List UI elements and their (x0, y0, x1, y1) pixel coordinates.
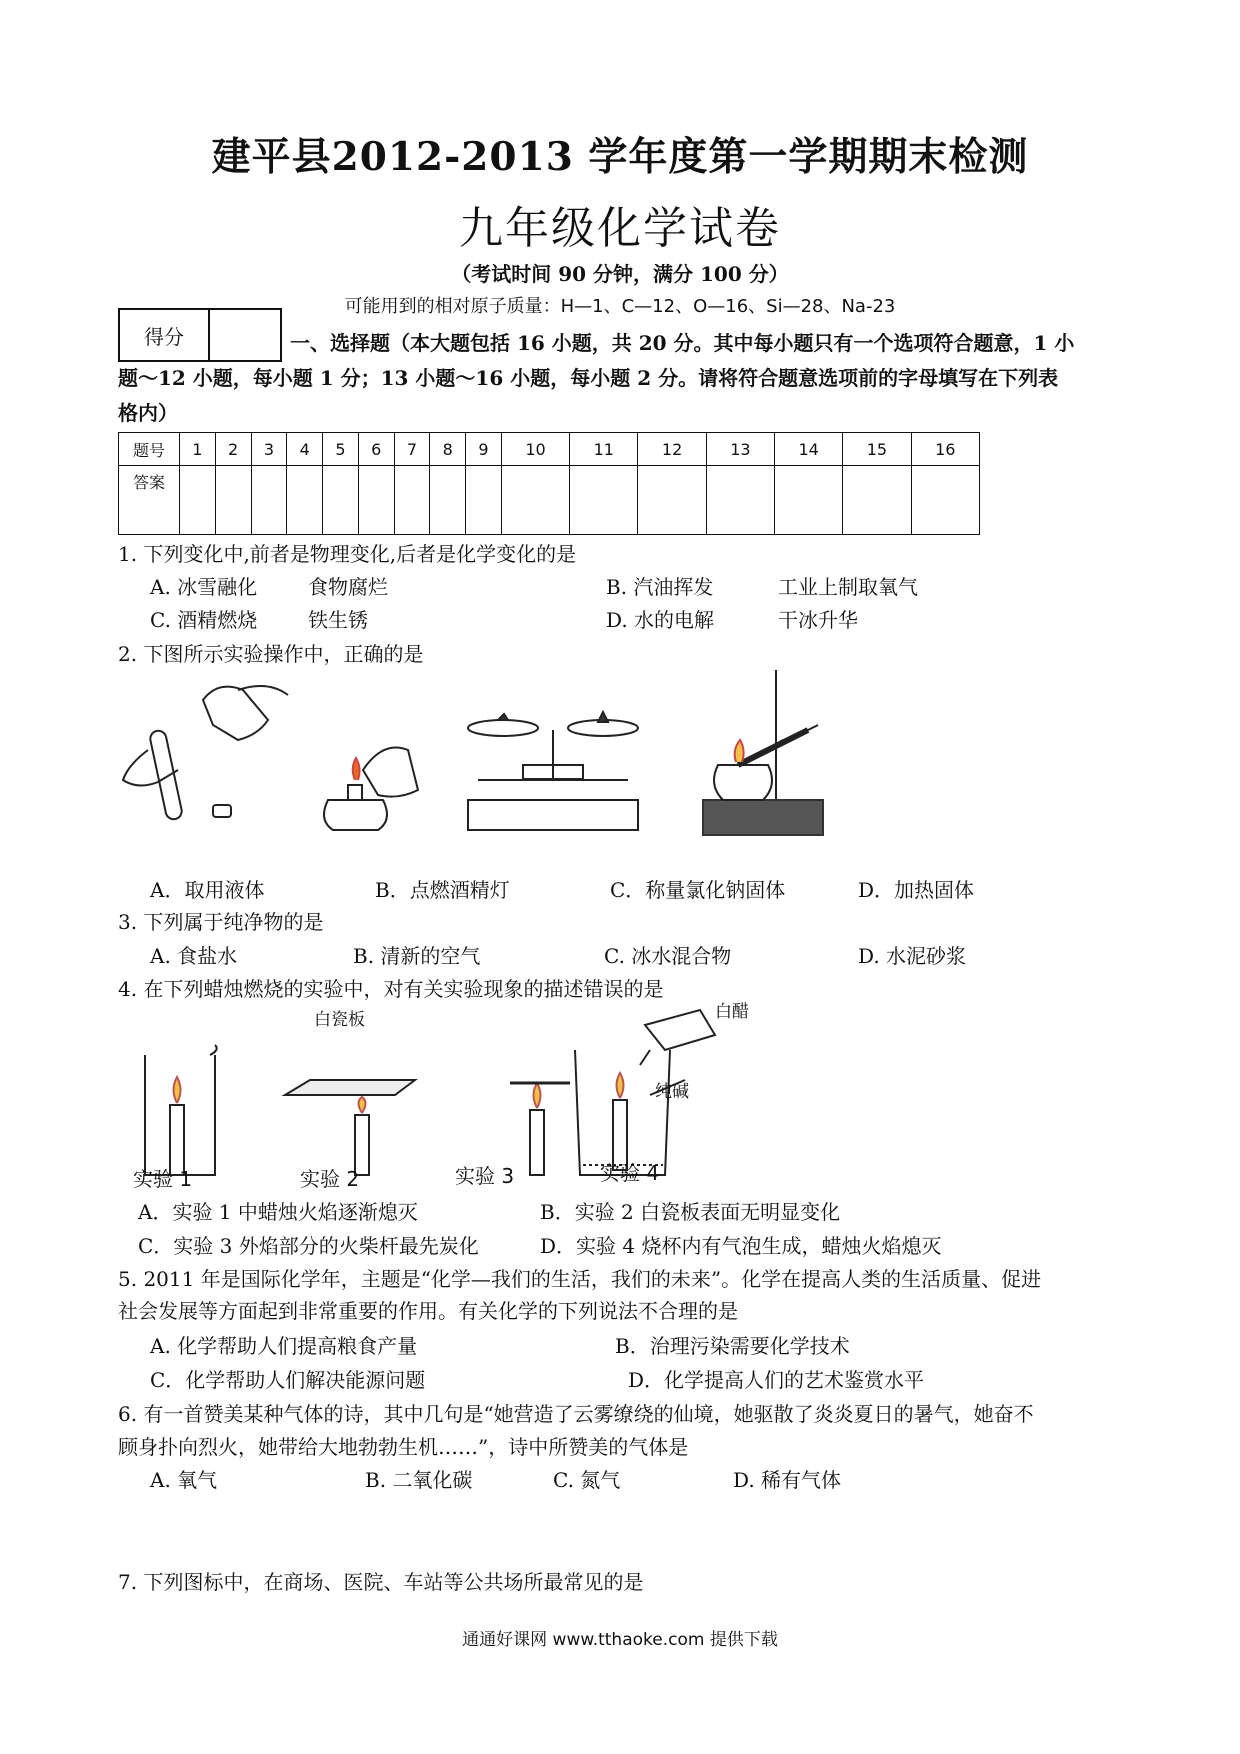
answer-cell[interactable] (638, 466, 706, 535)
number-cell: 5 (323, 433, 359, 466)
pouring-liquid-illustration (123, 686, 288, 821)
q5-option-d: D．化学提高人们的艺术鉴赏水平 (628, 1368, 925, 1392)
q5-option-c: C．化学帮助人们解决能源问题 (150, 1368, 426, 1392)
section-instruction-line2: 题～12 小题，每小题 1 分；13 小题～16 小题，每小题 2 分。请将符合题意选项前的字母填写在下列表 (118, 366, 1059, 390)
q4-option-d: D．实验 4 烧杯内有气泡生成，蜡烛火焰熄灭 (540, 1234, 942, 1258)
q3-option-b: B. 清新的空气 (353, 944, 481, 968)
question-6-stem-line1: 6. 有一首赞美某种气体的诗，其中几句是“她营造了云雾缭绕的仙境，她驱散了炎炎夏日的暑气，她奋不 (118, 1402, 1034, 1426)
label-exp2: 实验 2 (300, 1167, 360, 1191)
number-cell: 8 (430, 433, 466, 466)
answer-cell[interactable] (775, 466, 843, 535)
row-label-answer: 答案 (119, 466, 180, 535)
number-cell: 15 (843, 433, 911, 466)
answer-cell[interactable] (394, 466, 430, 535)
number-cell: 3 (251, 433, 287, 466)
question-2-stem: 2. 下图所示实验操作中，正确的是 (118, 642, 424, 666)
answer-cell[interactable] (251, 466, 287, 535)
exp4-illustration (575, 1010, 715, 1175)
q2-option-b: B．点燃酒精灯 (375, 878, 510, 902)
exam-subtitle: 九年级化学试卷 (459, 203, 781, 254)
number-cell: 6 (358, 433, 394, 466)
number-cell: 4 (287, 433, 323, 466)
question-5-stem-line2: 社会发展等方面起到非常重要的作用。有关化学的下列说法不合理的是 (118, 1299, 738, 1323)
q5-option-a: A. 化学帮助人们提高粮食产量 (150, 1334, 418, 1358)
q1-option-a-text: 食物腐烂 (308, 575, 388, 599)
q4-option-a: A．实验 1 中蜡烛火焰逐渐熄灭 (138, 1200, 418, 1224)
label-exp1: 实验 1 (133, 1167, 193, 1191)
answer-cell[interactable] (358, 466, 394, 535)
answer-cell[interactable] (501, 466, 569, 535)
question-7-stem: 7. 下列图标中，在商场、医院、车站等公共场所最常见的是 (118, 1570, 644, 1594)
answer-cell[interactable] (287, 466, 323, 535)
number-cell: 9 (466, 433, 502, 466)
label-exp4: 实验 4 (600, 1161, 660, 1185)
exp2-illustration (285, 1080, 415, 1175)
question-6-stem-line2: 顾身扑向烈火，她带给大地勃勃生机……”，诗中所赞美的气体是 (118, 1435, 689, 1459)
answer-table-number-row (119, 433, 980, 466)
q6-option-c: C. 氮气 (553, 1468, 621, 1492)
exam-info: （考试时间 90 分钟，满分 100 分） (451, 262, 789, 286)
q4-option-b: B．实验 2 白瓷板表面无明显变化 (540, 1200, 841, 1224)
q1-option-d-text: 干冰升华 (778, 608, 858, 632)
q2-option-d: D．加热固体 (858, 878, 975, 902)
answer-cell[interactable] (466, 466, 502, 535)
number-cell: 16 (911, 433, 979, 466)
answer-cell[interactable] (911, 466, 979, 535)
number-cell: 12 (638, 433, 706, 466)
q1-option-d-letter: D. 水的电解 (606, 608, 715, 632)
answer-table-answer-row (119, 466, 980, 535)
row-label-number: 题号 (119, 433, 180, 466)
q1-option-b-text: 工业上制取氧气 (778, 575, 918, 599)
answer-cell[interactable] (843, 466, 911, 535)
footer-source: 通通好课网 www.tthaoke.com 提供下载 (462, 1630, 778, 1650)
score-box (118, 308, 282, 362)
q1-option-c-letter: C. 酒精燃烧 (150, 608, 258, 632)
q3-option-a: A. 食盐水 (150, 944, 238, 968)
answer-cell[interactable] (215, 466, 251, 535)
q2-option-a: A．取用液体 (150, 878, 265, 902)
q1-option-c-text: 铁生锈 (308, 608, 368, 632)
label-soda: 纯碱 (655, 1082, 689, 1102)
q3-option-d: D. 水泥砂浆 (858, 944, 967, 968)
number-cell: 13 (706, 433, 774, 466)
q3-option-c: C. 冰水混合物 (604, 944, 732, 968)
label-plate: 白瓷板 (314, 1010, 365, 1030)
question-5-stem-line1: 5. 2011 年是国际化学年，主题是“化学—我们的生活，我们的未来”。化学在提高人类的生活质量、促进 (118, 1267, 1042, 1291)
balance-weighing-illustration (468, 712, 638, 830)
q6-option-b: B. 二氧化碳 (365, 1468, 473, 1492)
alcohol-lamp-lighting-illustration (324, 748, 418, 831)
section-instruction-line3: 格内） (118, 401, 178, 425)
exp1-illustration (145, 1045, 217, 1175)
number-cell: 1 (180, 433, 216, 466)
number-cell: 14 (775, 433, 843, 466)
section-instruction-line1: 一、选择题（本大题包括 16 小题，共 20 分。其中每小题只有一个选项符合题意，1 小 (290, 331, 1075, 355)
q6-option-d: D. 稀有气体 (733, 1468, 842, 1492)
q2-option-c: C．称量氯化钠固体 (610, 878, 786, 902)
atomic-masses: 可能用到的相对原子质量：H—1、C—12、O—16、Si—28、Na-23 (344, 296, 896, 317)
score-label: 得分 (120, 310, 210, 360)
q6-option-a: A. 氧气 (150, 1468, 218, 1492)
number-cell: 11 (570, 433, 638, 466)
question-4-stem: 4. 在下列蜡烛燃烧的实验中，对有关实验现象的描述错误的是 (118, 977, 664, 1001)
label-exp3: 实验 3 (455, 1164, 515, 1188)
q4-option-c: C．实验 3 外焰部分的火柴杆最先炭化 (138, 1234, 479, 1258)
q4-figure (125, 1002, 855, 1195)
section-instruction-rest (118, 361, 1123, 431)
number-cell: 2 (215, 433, 251, 466)
label-vinegar: 白醋 (715, 1002, 749, 1022)
number-cell: 10 (501, 433, 569, 466)
q2-figure (118, 670, 918, 850)
number-cell: 7 (394, 433, 430, 466)
answer-cell[interactable] (430, 466, 466, 535)
answer-cell[interactable] (706, 466, 774, 535)
answer-cell[interactable] (180, 466, 216, 535)
q1-option-a-letter: A. 冰雪融化 (150, 575, 258, 599)
exam-title: 建平县2012-2013 学年度第一学期期末检测 (211, 134, 1029, 180)
heating-solid-illustration (703, 670, 823, 835)
answer-cell[interactable] (323, 466, 359, 535)
score-value-cell (210, 310, 280, 360)
question-1-stem: 1. 下列变化中,前者是物理变化,后者是化学变化的是 (118, 542, 577, 566)
exp3-illustration (510, 1083, 570, 1175)
q5-option-b: B．治理污染需要化学技术 (615, 1334, 850, 1358)
answer-table (118, 432, 980, 535)
q1-option-b-letter: B. 汽油挥发 (606, 575, 714, 599)
q2-figure-svg (118, 670, 918, 850)
answer-cell[interactable] (570, 466, 638, 535)
question-3-stem: 3. 下列属于纯净物的是 (118, 910, 324, 934)
